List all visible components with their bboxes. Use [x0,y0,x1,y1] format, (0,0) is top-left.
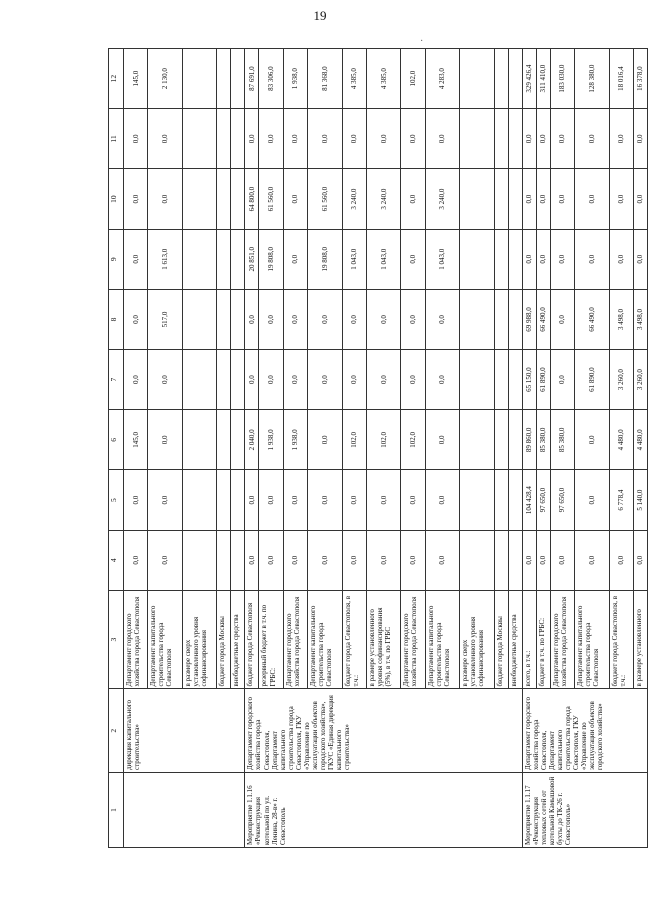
value-cell [508,229,522,289]
value-cell: 0,0 [259,109,283,169]
value-cell: 0,0 [366,289,401,349]
value-cell: 0,0 [575,530,610,590]
value-cell: 3 260,0 [609,350,633,410]
value-cell [460,530,495,590]
value-cell: 3 240,0 [366,169,401,229]
value-cell: 0,0 [342,470,366,530]
value-cell [460,49,495,109]
header-cell: 12 [109,49,124,109]
value-cell: 0,0 [148,169,183,229]
value-cell: 0,0 [259,289,283,349]
value-cell: 0,0 [283,229,307,289]
value-cell [494,530,508,590]
value-cell [508,49,522,109]
value-cell: 0,0 [536,229,550,289]
value-cell: 0,0 [575,410,610,470]
value-cell: 2 130,0 [148,49,183,109]
value-cell: 20 851,0 [245,229,259,289]
value-cell: 66 490,0 [575,289,610,349]
value-cell: 0,0 [609,169,633,229]
funding-source-cell: Департамент капитального строительства города Севастополя [148,590,183,689]
value-cell [182,350,217,410]
value-cell: 0,0 [283,530,307,590]
funding-source-cell: бюджет города Севастополя [245,590,259,689]
table-row [522,49,536,848]
value-cell: 65 150,0 [522,350,536,410]
value-cell: 5 140,0 [633,470,647,530]
value-cell: 0,0 [366,470,401,530]
value-cell: 0,0 [633,530,647,590]
value-cell: 0,0 [550,350,574,410]
value-cell: 0,0 [609,109,633,169]
value-cell [231,350,245,410]
value-cell: 0,0 [148,470,183,530]
funding-source-cell: бюджет города Севастополя, в т.ч.: [609,590,633,689]
header-cell: 3 [109,590,124,689]
value-cell: 0,0 [522,530,536,590]
value-cell [231,109,245,169]
value-cell: 89 860,0 [522,410,536,470]
value-cell: 0,0 [633,109,647,169]
value-cell [494,169,508,229]
header-cell: 4 [109,530,124,590]
value-cell [494,410,508,470]
value-cell: 0,0 [633,169,647,229]
value-cell: 16 378,0 [633,49,647,109]
value-cell: 6 778,4 [609,470,633,530]
value-cell: 0,0 [124,109,148,169]
value-cell [231,169,245,229]
value-cell: 3 498,0 [609,289,633,349]
value-cell [508,410,522,470]
value-cell [182,470,217,530]
value-cell: 0,0 [245,470,259,530]
value-cell: 0,0 [366,350,401,410]
header-cell: 9 [109,229,124,289]
table-row [245,49,259,848]
value-cell: 0,0 [308,350,343,410]
value-cell: 0,0 [401,109,425,169]
value-cell: 0,0 [401,169,425,229]
value-cell: 4 283,0 [425,49,460,109]
value-cell [508,169,522,229]
value-cell: 0,0 [124,530,148,590]
value-cell: 0,0 [401,350,425,410]
value-cell: 0,0 [308,470,343,530]
value-cell: 0,0 [308,530,343,590]
value-cell: 69 988,0 [522,289,536,349]
value-cell: 0,0 [366,109,401,169]
value-cell [182,49,217,109]
value-cell: 0,0 [550,109,574,169]
value-cell: 0,0 [366,530,401,590]
value-cell: 0,0 [575,109,610,169]
value-cell [231,289,245,349]
value-cell: 0,0 [575,470,610,530]
value-cell: 97 650,0 [536,470,550,530]
value-cell [182,410,217,470]
header-cell: 2 [109,689,124,773]
value-cell [231,49,245,109]
value-cell: 0,0 [401,229,425,289]
value-cell: 1 938,0 [283,410,307,470]
value-cell [460,350,495,410]
value-cell [494,470,508,530]
value-cell: 0,0 [550,289,574,349]
value-cell: 0,0 [124,169,148,229]
value-cell: 0,0 [259,470,283,530]
value-cell: 0,0 [308,109,343,169]
value-cell [217,350,231,410]
header-cell: 6 [109,410,124,470]
value-cell: 0,0 [283,289,307,349]
funding-source-cell: бюджет города Севастополя, в т.ч.: [342,590,366,689]
value-cell [182,109,217,169]
value-cell [217,49,231,109]
value-cell [494,229,508,289]
header-cell: 7 [109,350,124,410]
value-cell: 0,0 [283,470,307,530]
value-cell [460,410,495,470]
funding-source-cell: всего, в т.ч.: [522,590,536,689]
value-cell [217,169,231,229]
value-cell [231,530,245,590]
value-cell: 61 560,0 [259,169,283,229]
funding-source-cell: Департамент городского хозяйства города Севастополя [283,590,307,689]
value-cell: 1 938,0 [283,49,307,109]
funding-source-cell: Департамент капитального строительства города Севастополя [425,590,460,689]
table-row [124,49,148,848]
value-cell: 4 480,0 [609,410,633,470]
value-cell: 0,0 [245,350,259,410]
value-cell: 18 016,4 [609,49,633,109]
value-cell: 0,0 [575,229,610,289]
value-cell [494,350,508,410]
value-cell: 0,0 [245,289,259,349]
value-cell [182,530,217,590]
value-cell: 0,0 [425,530,460,590]
funding-source-cell: Департамент капитального строительства города Севастополя [575,590,610,689]
header-cell: 8 [109,289,124,349]
value-cell: 3 240,0 [425,169,460,229]
value-cell: 0,0 [283,350,307,410]
value-cell [231,229,245,289]
value-cell: 311 410,0 [536,49,550,109]
funding-source-cell: бюджет города Москвы [217,590,231,689]
value-cell: 4 385,0 [366,49,401,109]
value-cell: 0,0 [283,169,307,229]
value-cell: 0,0 [425,470,460,530]
value-cell: 183 030,0 [550,49,574,109]
value-cell: 0,0 [124,289,148,349]
value-cell: 3 260,0 [633,350,647,410]
funding-source-cell: Департамент городского хозяйства города Севастополя [124,590,148,689]
value-cell: 0,0 [550,229,574,289]
value-cell: 0,0 [633,229,647,289]
value-cell: 4 385,0 [342,49,366,109]
value-cell: 0,0 [342,109,366,169]
value-cell [460,470,495,530]
value-cell: 0,0 [536,530,550,590]
value-cell: 102,0 [401,410,425,470]
value-cell: 0,0 [522,109,536,169]
value-cell: 0,0 [425,350,460,410]
value-cell: 0,0 [342,350,366,410]
value-cell: 145,0 [124,410,148,470]
value-cell: 0,0 [522,169,536,229]
value-cell [217,410,231,470]
value-cell: 3 240,0 [342,169,366,229]
value-cell: 64 800,0 [245,169,259,229]
measure-title-cell [124,773,245,848]
value-cell: 0,0 [401,289,425,349]
header-cell: 1 [109,773,124,848]
value-cell [217,470,231,530]
measure-title-cell: Мероприятие 1.1.17 «Реконструкция тепловых сетей от котельной Камышовой бухты до ТК-26 г. Севастополь» [522,773,647,848]
value-cell [217,229,231,289]
value-cell: 4 480,0 [633,410,647,470]
value-cell: 0,0 [245,530,259,590]
value-cell [508,470,522,530]
funding-source-cell: внебюджетные средства [231,590,245,689]
value-cell: 61 560,0 [308,169,343,229]
budget-table [108,48,648,848]
value-cell: 85 380,0 [550,410,574,470]
value-cell: 83 306,0 [259,49,283,109]
value-cell [182,229,217,289]
value-cell [508,530,522,590]
value-cell: 0,0 [425,289,460,349]
value-cell: 0,0 [124,470,148,530]
value-cell: 0,0 [283,109,307,169]
rotated-table-container [108,48,648,848]
value-cell [217,109,231,169]
value-cell: 66 490,0 [536,289,550,349]
value-cell [494,289,508,349]
value-cell [508,350,522,410]
value-cell [508,109,522,169]
value-cell: 0,0 [536,169,550,229]
page-number: 19 [313,8,327,23]
funding-source-cell: внебюджетные средства [508,590,522,689]
funding-source-cell: в размере установленного уровня софинансирования (5%), в т.ч. по ГРБС [366,590,401,689]
executor-cell: дирекция капитального строительства» [124,689,245,773]
value-cell: 0,0 [148,410,183,470]
margin-mark: · [420,36,424,47]
value-cell: 0,0 [401,530,425,590]
value-cell [217,530,231,590]
value-cell [460,169,495,229]
value-cell [182,169,217,229]
value-cell [460,109,495,169]
measure-title-cell: Мероприятие 1.1.16 «Реконструкция котельной по ул. Ленина, 28-в» г. Севастополь [245,773,522,848]
value-cell: 102,0 [401,49,425,109]
value-cell: 0,0 [522,229,536,289]
value-cell: 145,0 [124,49,148,109]
value-cell: 1 613,0 [148,229,183,289]
funding-source-cell: резервный бюджет в т.ч. по ГРБС: [259,590,283,689]
value-cell: 0,0 [148,350,183,410]
value-cell: 517,0 [148,289,183,349]
value-cell: 104 428,4 [522,470,536,530]
value-cell: 87 691,0 [245,49,259,109]
value-cell: 19 808,0 [308,229,343,289]
value-cell: 85 380,0 [536,410,550,470]
value-cell [508,289,522,349]
value-cell: 81 368,0 [308,49,343,109]
executor-cell: Департамент городского хозяйства города Севастополя, Департамент капитального строительства города Севастополя, ГКУ «Управление по эксплуатации объектов городского хозяйства», ГКУС «Единая дирекция капитального строительства» [245,689,522,773]
value-cell: 0,0 [124,229,148,289]
value-cell: 0,0 [575,169,610,229]
value-cell: 0,0 [550,169,574,229]
value-cell [494,49,508,109]
value-cell [182,289,217,349]
value-cell [460,229,495,289]
executor-cell: Департамент городского хозяйства города Севастополя, Департамент капитального строительства города Севастополя, ГКУ «Управление по эксплуатации объектов городского хозяйства» [522,689,647,773]
value-cell: 329 426,4 [522,49,536,109]
value-cell: 0,0 [308,410,343,470]
value-cell [494,109,508,169]
funding-source-cell: Департамент городского хозяйства города Севастополя [550,590,574,689]
value-cell [231,470,245,530]
value-cell: 0,0 [425,109,460,169]
value-cell: 0,0 [536,109,550,169]
value-cell: 2 040,0 [245,410,259,470]
value-cell: 61 890,0 [575,350,610,410]
value-cell: 0,0 [148,109,183,169]
value-cell: 0,0 [342,530,366,590]
value-cell: 0,0 [259,530,283,590]
value-cell: 0,0 [609,530,633,590]
value-cell: 1 043,0 [425,229,460,289]
funding-source-cell: бюджет в т.ч. по ГРБС: [536,590,550,689]
value-cell: 0,0 [245,109,259,169]
value-cell: 0,0 [124,350,148,410]
value-cell: 1 938,0 [259,410,283,470]
value-cell [460,289,495,349]
funding-source-cell: в размере установленного [633,590,647,689]
funding-source-cell: в размере сверх установленного уровня софинансирования [460,590,495,689]
header-cell: 10 [109,169,124,229]
value-cell: 0,0 [609,229,633,289]
value-cell: 0,0 [401,470,425,530]
header-row [109,49,124,848]
value-cell: 1 043,0 [366,229,401,289]
value-cell: 0,0 [259,350,283,410]
value-cell: 0,0 [550,530,574,590]
value-cell: 0,0 [308,289,343,349]
value-cell: 102,0 [342,410,366,470]
value-cell: 0,0 [425,410,460,470]
value-cell: 0,0 [148,530,183,590]
value-cell: 0,0 [342,289,366,349]
value-cell [217,289,231,349]
funding-source-cell: Департамент капитального строительства города Севастополя [308,590,343,689]
value-cell [231,410,245,470]
value-cell: 128 380,0 [575,49,610,109]
funding-source-cell: в размере сверх установленного уровня софинансирования [182,590,217,689]
value-cell: 3 498,0 [633,289,647,349]
value-cell: 61 890,0 [536,350,550,410]
value-cell: 1 043,0 [342,229,366,289]
value-cell: 97 650,0 [550,470,574,530]
funding-source-cell: бюджет города Москвы [494,590,508,689]
funding-source-cell: Департамент городского хозяйства города Севастополя [401,590,425,689]
value-cell: 102,0 [366,410,401,470]
value-cell: 19 808,0 [259,229,283,289]
header-cell: 5 [109,470,124,530]
header-cell: 11 [109,109,124,169]
